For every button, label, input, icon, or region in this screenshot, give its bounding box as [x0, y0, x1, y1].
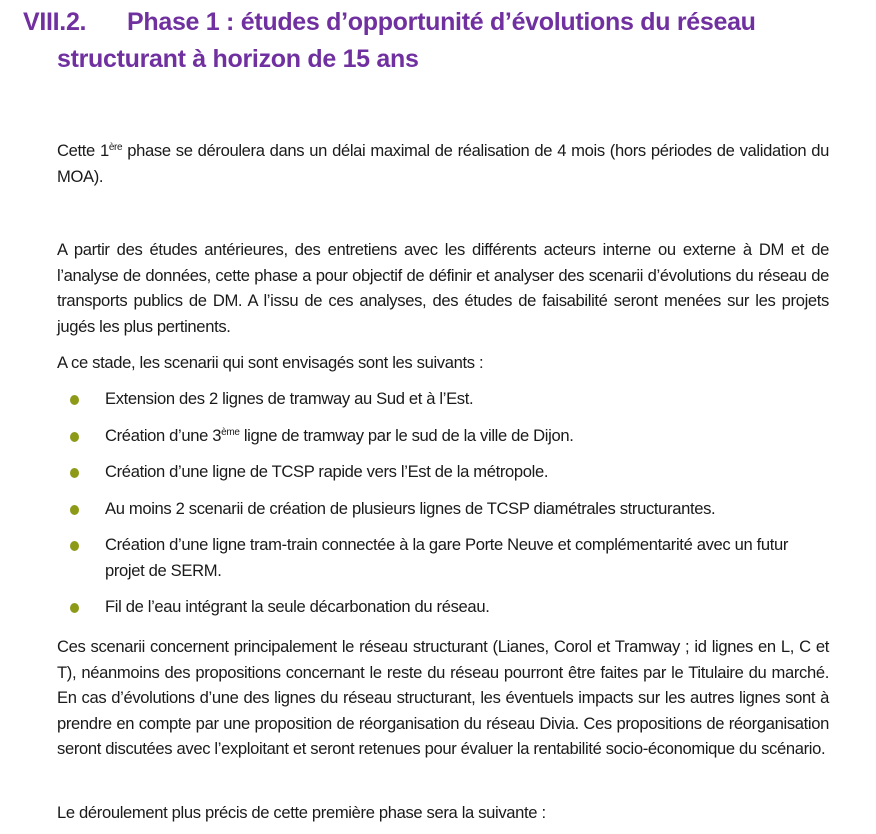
intro-paragraph [57, 138, 829, 189]
section-number: VIII.2. [23, 8, 87, 36]
list-item-text: Création d’une ligne tram-train connectée à la gare Porte Neuve et complémentarité avec un futur projet de SERM. [105, 535, 789, 580]
list-item-text-start: Création d’une 3 [105, 425, 222, 445]
bullet-icon [70, 603, 79, 613]
list-item [57, 496, 829, 522]
intro-superscript: ère [108, 142, 123, 153]
bullet-icon [70, 468, 79, 478]
bullet-icon [70, 541, 79, 551]
scenarios-intro: A ce stade, les scenarii qui sont envisagés sont les suivants : [57, 353, 484, 372]
list-item-superscript: ème [221, 426, 240, 438]
list-item-text: Création d’une ligne de TCSP rapide vers l’Est de la métropole. [105, 462, 549, 481]
scope-paragraph: Ces scenarii concernent principalement le réseau structurant (Lianes, Corol et Tramway ; id lignes en L, C et T), néanmoins des propositions concernant le reste du réseau pourront être faites par le Titulaire du marché. En cas d’évolutions d’une des lignes du réseau structurant, les éventuels impacts sur les autres lignes sont à prendre en compte par une proposition de réorganisation du réseau Divia. Ces propositions de réorganisation seront discutées avec l’exploitant et seront retenues pour évaluer la rentabilité socio-économique du scénario. [57, 637, 829, 758]
list-item-text: Au moins 2 scenarii de création de plusieurs lignes de TCSP diamétrales structurantes. [105, 498, 716, 518]
section-title-line1: Phase 1 : études d’opportunité d’évolutions du réseau [127, 8, 756, 36]
bullet-icon [70, 505, 79, 515]
objective-paragraph: A partir des études antérieures, des entretiens avec les différents acteurs interne ou externe à DM et de l’analyse de données, cette phase a pour objectif de définir et analyser des scenarii d’évolutions du réseau de transports publics de DM. A l’issu de ces analyses, des études de faisabilité seront menées sur les projets jugés les plus pertinents. [57, 240, 829, 336]
bullet-icon [70, 432, 79, 442]
list-item-text-end: ligne de tramway par le sud de la ville de Dijon. [239, 425, 574, 445]
section-heading [23, 4, 863, 78]
list-item [57, 423, 829, 449]
scenario-list [57, 386, 829, 620]
list-item [57, 594, 829, 620]
list-item [57, 386, 829, 412]
section-title-line2: structurant à horizon de 15 ans [57, 45, 419, 73]
next-paragraph: Le déroulement plus précis de cette première phase sera la suivante : [57, 803, 546, 822]
list-item [57, 532, 829, 583]
list-item-text: Extension des 2 lignes de tramway au Sud et à l’Est. [105, 389, 474, 408]
intro-text-end: phase se déroulera dans un délai maximal de réalisation de 4 mois (hors périodes de validation du MOA). [57, 141, 829, 186]
list-item-text: Fil de l’eau intégrant la seule décarbonation du réseau. [105, 597, 490, 616]
intro-text-start: Cette 1 [57, 141, 109, 160]
bullet-icon [70, 395, 79, 405]
list-item [57, 459, 829, 485]
